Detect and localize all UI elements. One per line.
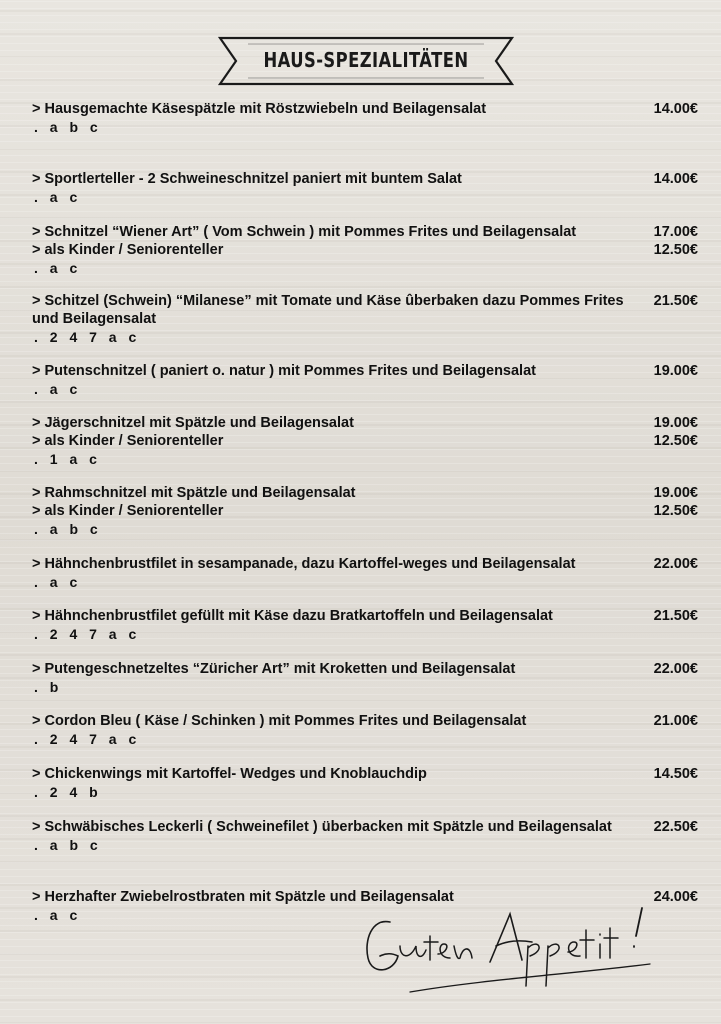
item-sub-name: > als Kinder / Seniorenteller: [32, 503, 224, 519]
item-name: > Hähnchenbrustfilet in sesampanade, dazu Kartoffel-weges und Beilagensalat: [32, 556, 576, 572]
item-name: > Putengeschnetzeltes “Züricher Art” mit Kroketten und Beilagensalat: [32, 661, 516, 677]
item-allergens: . 2 4 7 a c: [34, 626, 141, 642]
menu-item: [32, 607, 698, 643]
item-name: > Putenschnitzel ( paniert o. natur ) mit Pommes Frites und Beilagensalat: [32, 363, 536, 379]
menu-item: [32, 484, 698, 538]
title-banner: [218, 36, 514, 86]
menu-item: [32, 818, 698, 854]
item-name: > Jägerschnitzel mit Spätzle und Beilagensalat: [32, 415, 354, 431]
item-allergens: . a c: [34, 260, 82, 276]
item-name: > Hähnchenbrustfilet gefüllt mit Käse dazu Bratkartoffeln und Beilagensalat: [32, 608, 553, 624]
menu-item: [32, 414, 698, 468]
item-price: 22.50€: [653, 819, 698, 835]
item-allergens: . 1 a c: [34, 451, 101, 467]
item-allergens: . a b c: [34, 119, 102, 135]
item-allergens: . 2 4 7 a c: [34, 329, 141, 345]
item-name: > Rahmschnitzel mit Spätzle und Beilagensalat: [32, 485, 356, 501]
item-allergens: . a c: [34, 574, 82, 590]
item-allergens: . a b c: [34, 521, 102, 537]
menu-item: [32, 100, 698, 136]
item-price: 19.00€: [653, 363, 698, 379]
item-allergens: . a b c: [34, 837, 102, 853]
item-allergens: . 2 4 7 a c: [34, 731, 141, 747]
item-name: > Schnitzel “Wiener Art” ( Vom Schwein ) mit Pommes Frites und Beilagensalat: [32, 224, 577, 240]
menu-item: [32, 555, 698, 591]
item-price: 22.00€: [653, 556, 698, 572]
item-sub-name: > als Kinder / Seniorenteller: [32, 433, 224, 449]
item-price: 17.00€: [653, 224, 698, 240]
signature-guten-appetit: [360, 900, 670, 1000]
item-name: > Sportlerteller - 2 Schweineschnitzel paniert mit buntem Salat: [32, 171, 462, 187]
item-name: > Schitzel (Schwein) “Milanese” mit Tomate und Käse ûberbaken dazu Pommes Frites und Beilagensalat: [32, 293, 624, 327]
menu-item: [32, 170, 698, 206]
item-name: > Schwäbisches Leckerli ( Schweinefilet ) überbacken mit Spätzle und Beilagensalat: [32, 819, 612, 835]
item-price: 14.50€: [653, 766, 698, 782]
menu-item: [32, 292, 698, 346]
item-name: > Herzhafter Zwiebelrostbraten mit Spätzle und Beilagensalat: [32, 889, 454, 905]
item-name: > Cordon Bleu ( Käse / Schinken ) mit Pommes Frites und Beilagensalat: [32, 713, 527, 729]
item-price: 21.50€: [653, 608, 698, 624]
item-sub-name: > als Kinder / Seniorenteller: [32, 242, 224, 258]
item-price: 21.50€: [653, 293, 698, 309]
item-price: 14.00€: [653, 101, 698, 117]
item-price: 19.00€: [653, 415, 698, 431]
item-price: 19.00€: [653, 485, 698, 501]
item-price: 14.00€: [653, 171, 698, 187]
item-name: > Chickenwings mit Kartoffel- Wedges und Knoblauchdip: [32, 766, 427, 782]
menu-item: [32, 223, 698, 277]
menu-item: [32, 660, 698, 696]
handwritten-signature: [360, 900, 670, 1000]
page-title: HAUS-SPEZIALITÄTEN: [263, 48, 469, 72]
item-allergens: . b: [34, 679, 63, 695]
item-price: 22.00€: [653, 661, 698, 677]
item-allergens: . a c: [34, 381, 82, 397]
item-allergens: . 2 4 b: [34, 784, 102, 800]
menu-item: [32, 362, 698, 398]
item-sub-price: 12.50€: [653, 433, 698, 449]
item-name: > Hausgemachte Käsespätzle mit Röstzwiebeln und Beilagensalat: [32, 101, 487, 117]
item-allergens: . a c: [34, 907, 82, 923]
item-sub-price: 12.50€: [653, 503, 698, 519]
item-allergens: . a c: [34, 189, 82, 205]
item-price: 24.00€: [653, 889, 698, 905]
item-sub-price: 12.50€: [653, 242, 698, 258]
item-price: 21.00€: [653, 713, 698, 729]
menu-item: [32, 712, 698, 748]
menu-item: [32, 765, 698, 801]
